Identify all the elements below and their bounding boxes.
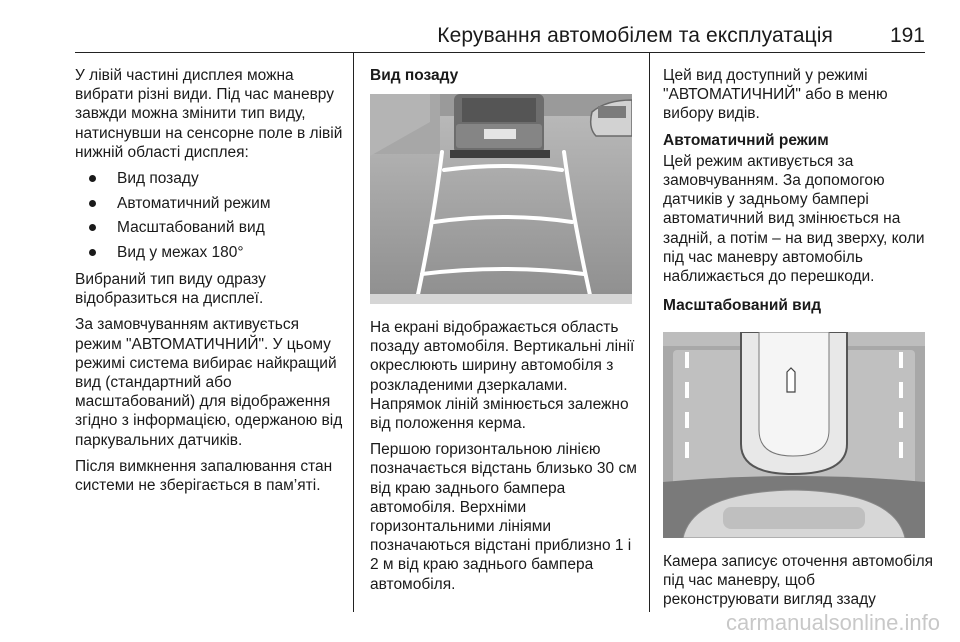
list-item: Вид позаду [75, 169, 347, 194]
section-heading-auto-mode: Автоматичний режим [663, 131, 829, 149]
list-item: Масштабований вид [75, 218, 347, 243]
column-divider-1 [353, 52, 354, 612]
paragraph: Вибраний тип виду одразу відобразиться на дисплеї. [75, 271, 266, 308]
section-heading-rear-view: Вид позаду [370, 67, 459, 84]
page-title: Керування автомобілем та експлуатація [437, 24, 833, 47]
section-heading-zoom-view: Масштабований вид [663, 297, 822, 315]
paragraph: На екрані відображається область позаду автомобіля. Вертикальні лінії окреслюють ширину автомобіля з розкладеними дзеркалами. Напрямок ліній змінюється залежно від положення керма. [370, 319, 635, 433]
header-divider [75, 52, 925, 53]
column-1 [75, 66, 347, 502]
paragraph: Після вимкнення запалювання стан системи не зберігається в пам’яті. [75, 457, 333, 495]
zoomed-view-camera-image [663, 332, 925, 538]
list-item: Вид у межах 180° [75, 243, 347, 268]
column-divider-2 [649, 52, 650, 612]
car-ahead [450, 94, 550, 158]
view-type-list [75, 169, 347, 267]
paragraph: За замовчуванням активується режим "АВТОМАТИЧНИЙ". У цьому режимі система вибирає найкращий вид (стандартний або масштабований) для відображення згідно з інформацією, одержаною від паркувальних датчиків. [75, 316, 343, 449]
page-number: 191 [889, 24, 925, 47]
page-header [75, 0, 925, 52]
paragraph: Камера записує оточення автомобіля під час маневру, щоб реконструювати вигляд ззаду [663, 553, 934, 609]
rear-view-camera-image [370, 94, 632, 304]
paragraph: Першою горизонтальною лінією позначається відстань близько 30 см від краю заднього бампера автомобіля. Верхніми горизонтальними лініями позначаються відстані приблизно 1 і 2 м від краю заднього бампера автомобіля. [370, 441, 637, 593]
paragraph: Цей режим активується за замовчуванням. За допомогою датчиків у задньому бампері автоматичний вид змінюється на задній, а потім – на вид зверху, коли під час маневру автомобіль наближається до перешкоди. [663, 152, 925, 286]
column-2-body [370, 318, 640, 601]
intro-paragraph: У лівій частині дисплея можна вибрати різні види. Під час маневру завжди можна змінити тип виду, натиснувши на сенсорне поле в лівій нижній області дисплея: [75, 67, 343, 161]
paragraph: Цей вид доступний у режимі "АВТОМАТИЧНИЙ" або в меню вибору видів. [663, 67, 888, 123]
list-item: Автоматичний режим [75, 194, 347, 219]
vehicle-top-view [741, 332, 847, 474]
column-3 [663, 66, 935, 317]
column-2 [370, 66, 638, 87]
column-3-body [663, 552, 935, 617]
watermark: carmanualsonline.info [725, 610, 940, 635]
